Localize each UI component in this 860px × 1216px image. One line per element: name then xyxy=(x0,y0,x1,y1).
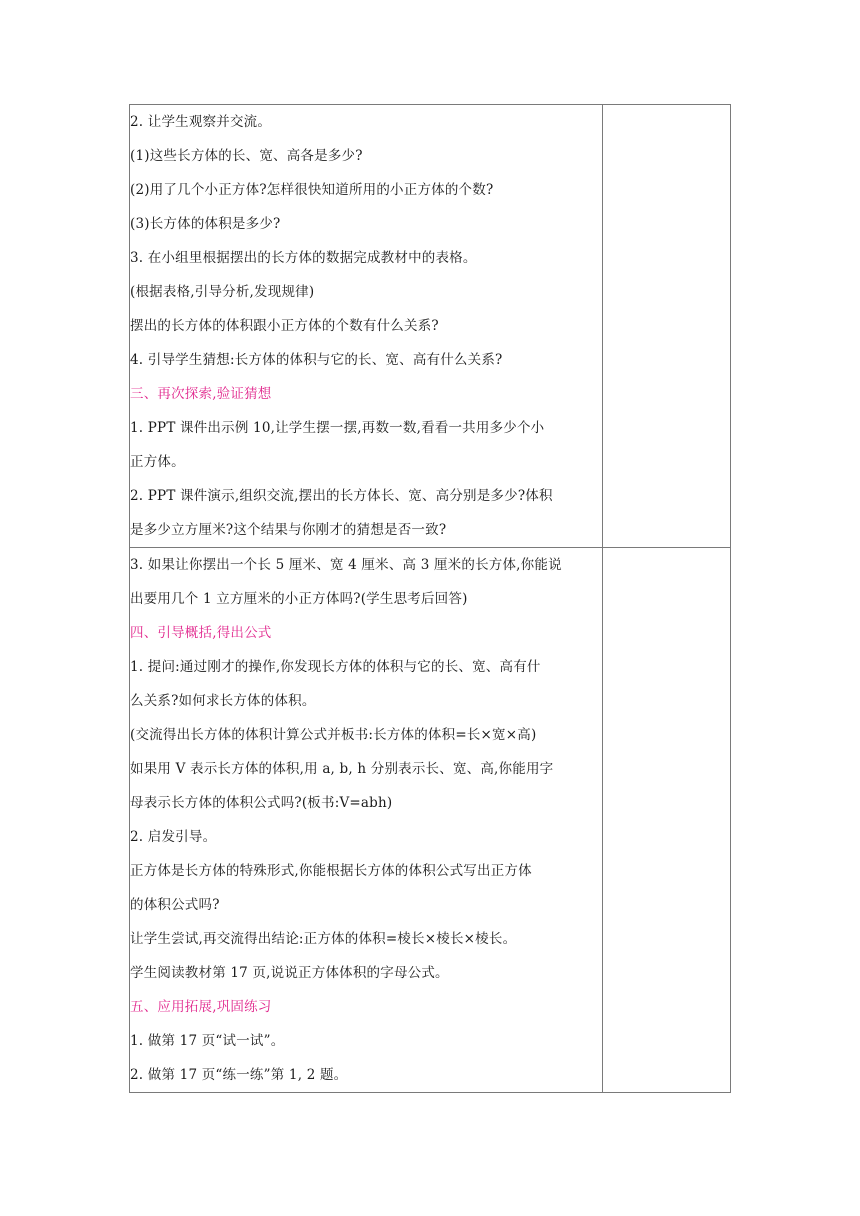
section-heading: 四、引导概括,得出公式 xyxy=(130,625,272,641)
text-line: 学生阅读教材第 17 页,说说正方体体积的字母公式。 xyxy=(130,965,449,981)
text-line: 的体积公式吗? xyxy=(130,897,220,913)
text-line: (1)这些长方体的长、宽、高各是多少? xyxy=(130,148,363,164)
text-line: 4. 引导学生猜想:长方体的体积与它的长、宽、高有什么关系? xyxy=(130,352,503,368)
text-line: 3. 在小组里根据摆出的长方体的数据完成教材中的表格。 xyxy=(130,250,477,266)
text-line: 摆出的长方体的体积跟小正方体的个数有什么关系? xyxy=(130,318,439,334)
procedure-cell-1 xyxy=(130,105,603,548)
text-line: 1. PPT 课件出示例 10,让学生摆一摆,再数一数,看看一共用多少个小 xyxy=(130,420,545,436)
text-line: 2. 让学生观察并交流。 xyxy=(130,114,272,130)
text-line: 是多少立方厘米?这个结果与你刚才的猜想是否一致? xyxy=(130,522,447,538)
text-line: 出要用几个 1 立方厘米的小正方体吗?(学生思考后回答) xyxy=(130,591,468,607)
text-line: (根据表格,引导分析,发现规律) xyxy=(130,284,315,300)
procedure-text-block xyxy=(130,548,602,1092)
text-line: 如果用 V 表示长方体的体积,用 a, b, h 分别表示长、宽、高,你能用字 xyxy=(130,761,554,777)
text-line: 么关系?如何求长方体的体积。 xyxy=(130,693,316,709)
text-line: 1. 做第 17 页“试一试”。 xyxy=(130,1033,285,1049)
text-line: (3)长方体的体积是多少? xyxy=(130,216,281,232)
text-line: 2. PPT 课件演示,组织交流,摆出的长方体长、宽、高分别是多少?体积 xyxy=(130,488,553,504)
text-line: 2. 启发引导。 xyxy=(130,829,217,845)
text-line: 让学生尝试,再交流得出结论:正方体的体积=棱长×棱长×棱长。 xyxy=(130,931,517,947)
notes-cell-2 xyxy=(602,548,730,1093)
notes-cell-1 xyxy=(602,105,730,548)
text-line: 母表示长方体的体积公式吗?(板书:V=abh) xyxy=(130,795,393,811)
text-line: 3. 如果让你摆出一个长 5 厘米、宽 4 厘米、高 3 厘米的长方体,你能说 xyxy=(130,557,562,573)
procedure-cell-2 xyxy=(130,548,603,1093)
text-line: 2. 做第 17 页“练一练”第 1, 2 题。 xyxy=(130,1067,348,1083)
lesson-plan-table xyxy=(129,104,731,1093)
text-line: 正方体。 xyxy=(130,454,185,470)
procedure-text-block xyxy=(130,105,602,547)
text-line: 1. 提问:通过刚才的操作,你发现长方体的体积与它的长、宽、高有什 xyxy=(130,659,541,675)
text-line: 正方体是长方体的特殊形式,你能根据长方体的体积公式写出正方体 xyxy=(130,863,532,879)
table-row xyxy=(130,105,731,548)
text-line: (交流得出长方体的体积计算公式并板书:长方体的体积=长×宽×高) xyxy=(130,727,537,743)
table-row xyxy=(130,548,731,1093)
text-line: (2)用了几个小正方体?怎样很快知道所用的小正方体的个数? xyxy=(130,182,494,198)
section-heading: 五、应用拓展,巩固练习 xyxy=(130,999,272,1015)
section-heading: 三、再次探索,验证猜想 xyxy=(130,386,272,402)
